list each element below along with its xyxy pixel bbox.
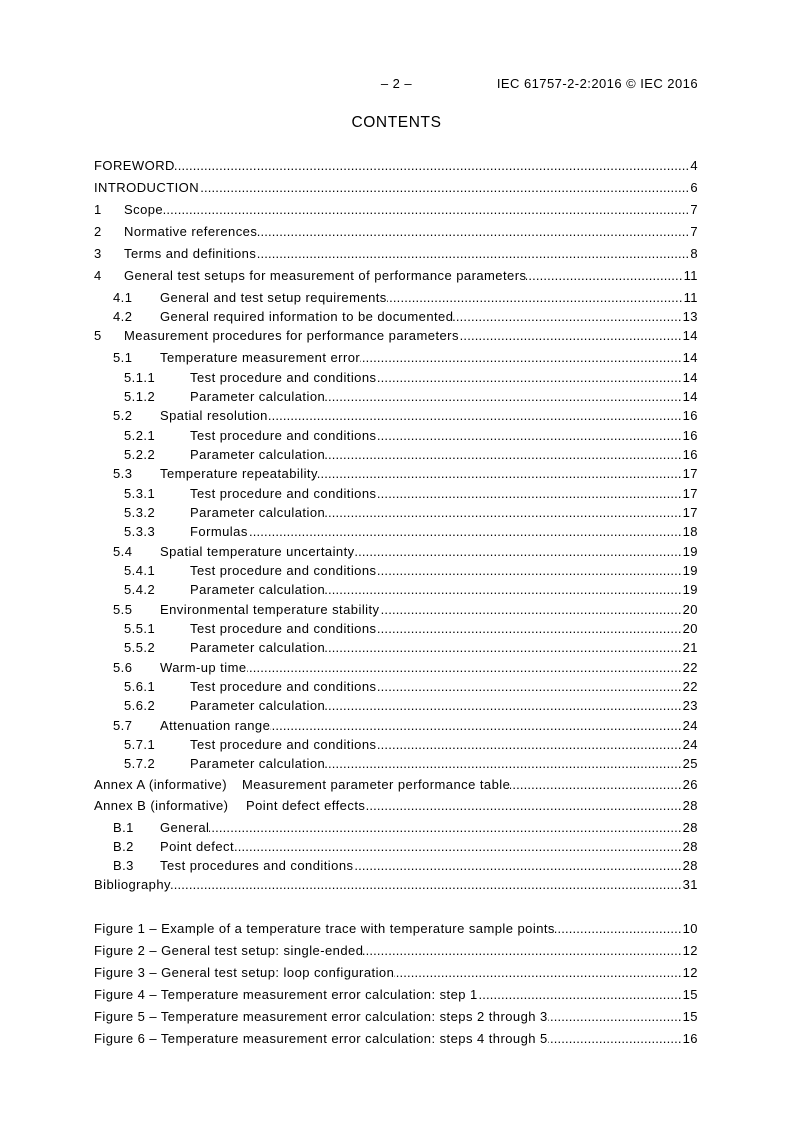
toc-number: 5.4.2 [124,582,156,597]
toc-page: 17 [682,466,698,481]
toc-entry-5-7-1[interactable] [124,737,698,753]
dot-leader [380,602,683,618]
toc-page: 28 [682,858,698,873]
toc-title: Point defect [160,839,235,854]
toc-title: Parameter calculation [190,756,326,771]
toc-entry-5-2-2[interactable] [124,447,698,463]
toc-title: Test procedure and conditions [190,486,377,501]
dot-leader [234,839,683,855]
dot-leader [353,858,682,874]
toc-title: Parameter calculation [190,582,326,597]
dot-leader [163,202,690,218]
toc-title: Warm-up time [160,660,247,675]
toc-title: Point defect effects [246,798,366,813]
dot-leader [548,1009,683,1025]
figure-page: 16 [682,1031,698,1046]
dot-leader [377,679,683,695]
dot-leader [377,621,683,637]
dot-leader [270,718,682,734]
toc-title: Normative references [124,224,258,239]
toc-page: 19 [682,563,698,578]
toc-entry-5-3[interactable] [113,466,698,482]
toc-page: 28 [682,798,698,813]
toc-number: 5.7.1 [124,737,156,752]
toc-number: 4.1 [113,290,133,305]
toc-title: Parameter calculation [190,389,326,404]
toc-page: 31 [682,877,698,892]
toc-page: 28 [682,839,698,854]
page-title: CONTENTS [351,114,442,131]
toc-entry-4[interactable] [94,268,698,284]
dot-leader [363,943,682,959]
toc-page: 7 [690,202,698,217]
toc-number: 5.5.2 [124,640,156,655]
toc-page: 26 [682,777,698,792]
toc-title: Terms and definitions [124,246,257,261]
toc-title: General and test setup requirements [160,290,387,305]
toc-number: 5.3.3 [124,524,156,539]
toc-page: 19 [682,544,698,559]
toc-title: Parameter calculation [190,640,326,655]
toc-entry-5-4[interactable] [113,544,698,560]
toc-entry-5-6-1[interactable] [124,679,698,695]
toc-entry-annex-a[interactable] [94,777,698,793]
figure-title: Figure 1 – Example of a temperature trace with temperature sample points [94,921,555,936]
toc-number: 5.7.2 [124,756,156,771]
toc-page: 19 [682,582,698,597]
toc-title: Scope [124,202,164,217]
dot-leader [209,820,682,836]
toc-number: 1 [94,202,102,217]
toc-title: Parameter calculation [190,505,326,520]
toc-page: 6 [690,180,698,195]
toc-page: 16 [682,408,698,423]
toc-entry-foreword[interactable] [94,158,698,174]
toc-number: 5.5 [113,602,133,617]
toc-number: B.3 [113,858,134,873]
figure-title: Figure 6 – Temperature measurement error calculation: steps 4 through 5 [94,1031,548,1046]
dot-leader [247,660,683,676]
dot-leader [377,737,683,753]
figure-entry-1[interactable] [94,921,698,937]
figure-title: Figure 4 – Temperature measurement error calculation: step 1 [94,987,478,1002]
dot-leader [325,505,682,521]
toc-number: 5.1.1 [124,370,156,385]
toc-page: 24 [682,737,698,752]
toc-entry-4-1[interactable] [113,290,698,306]
dot-leader [387,290,684,306]
toc-title: FOREWORD [94,158,175,173]
dot-leader [459,328,683,344]
toc-entry-5-2[interactable] [113,408,698,424]
toc-title: Spatial resolution [160,408,268,423]
toc-page: 25 [682,756,698,771]
dot-leader [325,389,682,405]
toc-page: 17 [682,505,698,520]
toc-entry-5-5-2[interactable] [124,640,698,656]
toc-page: 14 [682,389,698,404]
figure-page: 15 [682,987,698,1002]
dot-leader [377,486,683,502]
toc-page: 11 [683,290,698,305]
toc-entry-5-5-1[interactable] [124,621,698,637]
figure-title: Figure 2 – General test setup: single-ended [94,943,364,958]
dot-leader [360,350,682,366]
dot-leader [510,777,682,793]
dot-leader [548,1031,683,1047]
toc-title: Test procedure and conditions [190,621,377,636]
dot-leader [325,698,682,714]
toc-entry-5-3-3[interactable] [124,524,698,540]
figure-entry-5[interactable] [94,1009,698,1025]
toc-page: 24 [682,718,698,733]
dot-leader [365,798,682,814]
toc-number: 3 [94,246,102,261]
toc-title: General required information to be documented [160,309,454,324]
toc-title: INTRODUCTION [94,180,200,195]
figure-entry-2[interactable] [94,943,698,959]
figure-entry-3[interactable] [94,965,698,981]
annex-label: Annex B (informative) [94,798,229,813]
toc-page: 23 [682,698,698,713]
toc-entry-5-1[interactable] [113,350,698,366]
toc-number: 5.6.1 [124,679,156,694]
toc-title: Test procedure and conditions [190,428,377,443]
dot-leader [175,158,690,174]
toc-number: 5 [94,328,102,343]
toc-entry-5-3-1[interactable] [124,486,698,502]
dot-leader [257,224,690,240]
toc-entry-b-1[interactable] [113,820,698,836]
toc-page: 20 [682,602,698,617]
dot-leader [555,921,683,937]
toc-entry-5-7-2[interactable] [124,756,698,772]
dot-leader [325,640,682,656]
toc-entry-b-2[interactable] [113,839,698,855]
toc-number: 2 [94,224,102,239]
toc-page: 21 [682,640,698,655]
toc-number: 5.3.1 [124,486,156,501]
toc-page: 14 [682,350,698,365]
annex-label: Annex A (informative) [94,777,228,792]
dot-leader [377,370,683,386]
figure-title: Figure 3 – General test setup: loop configuration [94,965,395,980]
toc-entry-2[interactable] [94,224,698,240]
toc-title: Test procedure and conditions [190,737,377,752]
toc-entry-introduction[interactable] [94,180,698,196]
toc-page: 28 [682,820,698,835]
dot-leader [453,309,682,325]
toc-title: General [160,820,210,835]
toc-title: Test procedure and conditions [190,563,377,578]
dot-leader [325,582,682,598]
toc-entry-5-6[interactable] [113,660,698,676]
dot-leader [268,408,683,424]
toc-number: 5.4 [113,544,133,559]
toc-number: 5.3.2 [124,505,156,520]
toc-entry-4-2[interactable] [113,309,698,325]
toc-entry-5-1-1[interactable] [124,370,698,386]
figure-entry-6[interactable] [94,1031,698,1047]
toc-entry-5[interactable] [94,328,698,344]
toc-title: Measurement parameter performance table [242,777,511,792]
toc-page: 17 [682,486,698,501]
toc-page: 22 [682,679,698,694]
toc-title: Measurement procedures for performance parameters [124,328,459,343]
toc-entry-b-3[interactable] [113,858,698,874]
toc-number: 5.2 [113,408,133,423]
page-number: – 2 – [380,76,413,91]
toc-title: Formulas [190,524,248,539]
toc-number: B.2 [113,839,134,854]
dot-leader [478,987,683,1003]
figure-title: Figure 5 – Temperature measurement error calculation: steps 2 through 3 [94,1009,548,1024]
figure-page: 12 [682,965,698,980]
toc-title: Attenuation range [160,718,271,733]
toc-page: 20 [682,621,698,636]
figure-page: 12 [682,943,698,958]
toc-number: 5.6.2 [124,698,156,713]
toc-page: 8 [690,246,698,261]
toc-title: Spatial temperature uncertainty [160,544,355,559]
figure-entry-4[interactable] [94,987,698,1003]
dot-leader [325,447,682,463]
toc-entry-5-3-2[interactable] [124,505,698,521]
toc-title: Bibliography [94,877,171,892]
toc-entry-bibliography[interactable] [94,877,698,893]
dot-leader [199,180,690,196]
toc-number: 5.7 [113,718,133,733]
document-reference: IEC 61757-2-2:2016 © IEC 2016 [496,76,698,91]
toc-entry-5-4-1[interactable] [124,563,698,579]
toc-page: 14 [682,370,698,385]
figure-page: 15 [682,1009,698,1024]
toc-number: 5.2.2 [124,447,156,462]
dot-leader [256,246,690,262]
toc-title: Temperature measurement error [160,350,361,365]
toc-number: 5.2.1 [124,428,156,443]
toc-title: Parameter calculation [190,698,326,713]
toc-page: 22 [682,660,698,675]
toc-entry-1[interactable] [94,202,698,218]
toc-number: B.1 [113,820,134,835]
toc-page: 18 [682,524,698,539]
dot-leader [526,268,683,284]
dot-leader [377,428,683,444]
toc-page: 11 [683,268,698,283]
toc-number: 5.1 [113,350,133,365]
toc-number: 5.5.1 [124,621,156,636]
toc-title: General test setups for measurement of performance parameters [124,268,527,283]
dot-leader [318,466,683,482]
toc-entry-5-1-2[interactable] [124,389,698,405]
toc-page: 16 [682,447,698,462]
toc-entry-5-6-2[interactable] [124,698,698,714]
figure-page: 10 [682,921,698,936]
dot-leader [248,524,683,540]
toc-title: Test procedures and conditions [160,858,354,873]
toc-title: Test procedure and conditions [190,370,377,385]
toc-number: 4 [94,268,102,283]
dot-leader [355,544,683,560]
toc-number: 5.3 [113,466,133,481]
toc-number: 4.2 [113,309,133,324]
toc-title: Temperature repeatability [160,466,318,481]
toc-entry-5-5[interactable] [113,602,698,618]
dot-leader [394,965,682,981]
toc-entry-5-4-2[interactable] [124,582,698,598]
toc-page: 7 [690,224,698,239]
toc-entry-annex-b[interactable] [94,798,698,814]
toc-entry-3[interactable] [94,246,698,262]
toc-entry-5-2-1[interactable] [124,428,698,444]
toc-entry-5-7[interactable] [113,718,698,734]
toc-page: 16 [682,428,698,443]
toc-number: 5.4.1 [124,563,156,578]
toc-page: 14 [682,328,698,343]
toc-number: 5.6 [113,660,133,675]
toc-title: Parameter calculation [190,447,326,462]
dot-leader [171,877,683,893]
dot-leader [325,756,682,772]
dot-leader [377,563,683,579]
toc-number: 5.1.2 [124,389,156,404]
toc-page: 13 [682,309,698,324]
toc-page: 4 [690,158,698,173]
toc-title: Test procedure and conditions [190,679,377,694]
toc-title: Environmental temperature stability [160,602,380,617]
